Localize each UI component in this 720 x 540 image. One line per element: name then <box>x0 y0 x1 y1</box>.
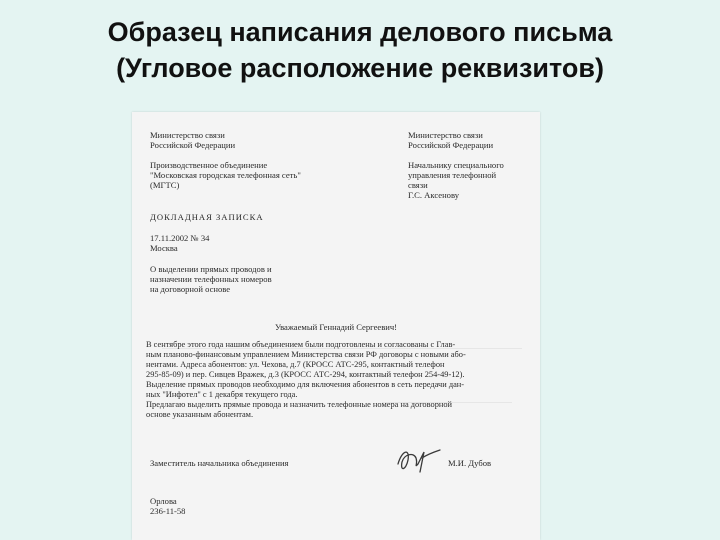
recipient-line <box>408 150 504 160</box>
recipient-line: связи <box>408 180 428 190</box>
document-type-title: ДОКЛАДНАЯ ЗАПИСКА <box>150 212 264 222</box>
subject-block <box>150 264 272 294</box>
sender-line: Российской Федерации <box>150 140 236 150</box>
body-line: ным планово-финансовым управлением Министерства связи РФ договоры с новыми або- <box>146 350 466 359</box>
recipient-line: Российской Федерации <box>408 140 494 150</box>
body-line: 295-85-09) и пер. Сивцев Вражек, д.3 (КРОСС АТС-294, контактный телефон 254-49-12). <box>146 370 465 379</box>
slide-title <box>0 14 720 86</box>
recipient-line: Г.С. Аксенову <box>408 190 460 200</box>
sender-line <box>150 150 301 160</box>
signer-name: М.И. Дубов <box>448 458 492 468</box>
body-line: нентами. Адреса абонентов: ул. Чехова, д.7 (КРОСС АТС-295, контактный телефон <box>146 360 445 369</box>
subject-line: на договорной основе <box>150 284 231 294</box>
subject-line: О выделении прямых проводов и <box>150 264 272 274</box>
slide-title-line-2: (Угловое расположение реквизитов) <box>116 53 604 83</box>
sender-line: "Московская городская телефонная сеть" <box>150 170 301 180</box>
sender-line: Министерство связи <box>150 130 225 140</box>
sender-line: (МГТС) <box>150 180 180 190</box>
handwritten-signature <box>394 442 442 476</box>
body-line: ных "Инфотел" с 1 декабря текущего года. <box>146 390 298 399</box>
recipient-line: Министерство связи <box>408 130 483 140</box>
executor-phone: 236-11-58 <box>150 506 186 516</box>
body-line: Выделение прямых проводов необходимо для включения абонентов в сеть передачи дан- <box>146 380 465 389</box>
executor-block <box>150 496 185 516</box>
recipient-block <box>408 130 504 200</box>
body-line: Предлагаю выделить прямые провода и назначить телефонные номера на договорной <box>146 400 453 409</box>
sender-line: Производственное объединение <box>150 160 268 170</box>
date-place-block <box>150 233 209 253</box>
recipient-line: управления телефонной <box>408 170 497 180</box>
body-line: В сентябре этого года нашим объединением были подготовлены и согласованы с Глав- <box>146 340 456 349</box>
letter-scan <box>132 112 540 540</box>
recipient-line: Начальнику специального <box>408 160 504 170</box>
signature-position: Заместитель начальника объединения <box>150 458 289 468</box>
document-place: Москва <box>150 243 178 253</box>
slide-title-line-1: Образец написания делового письма <box>107 17 613 47</box>
greeting: Уважаемый Геннадий Сергеевич! <box>274 322 398 332</box>
executor-name: Орлова <box>150 496 177 506</box>
letter-body <box>146 340 536 420</box>
sender-block <box>150 130 301 190</box>
document-date-number: 17.11.2002 № 34 <box>150 233 210 243</box>
body-line: основе указанным абонентам. <box>146 410 254 419</box>
subject-line: назначении телефонных номеров <box>150 274 272 284</box>
